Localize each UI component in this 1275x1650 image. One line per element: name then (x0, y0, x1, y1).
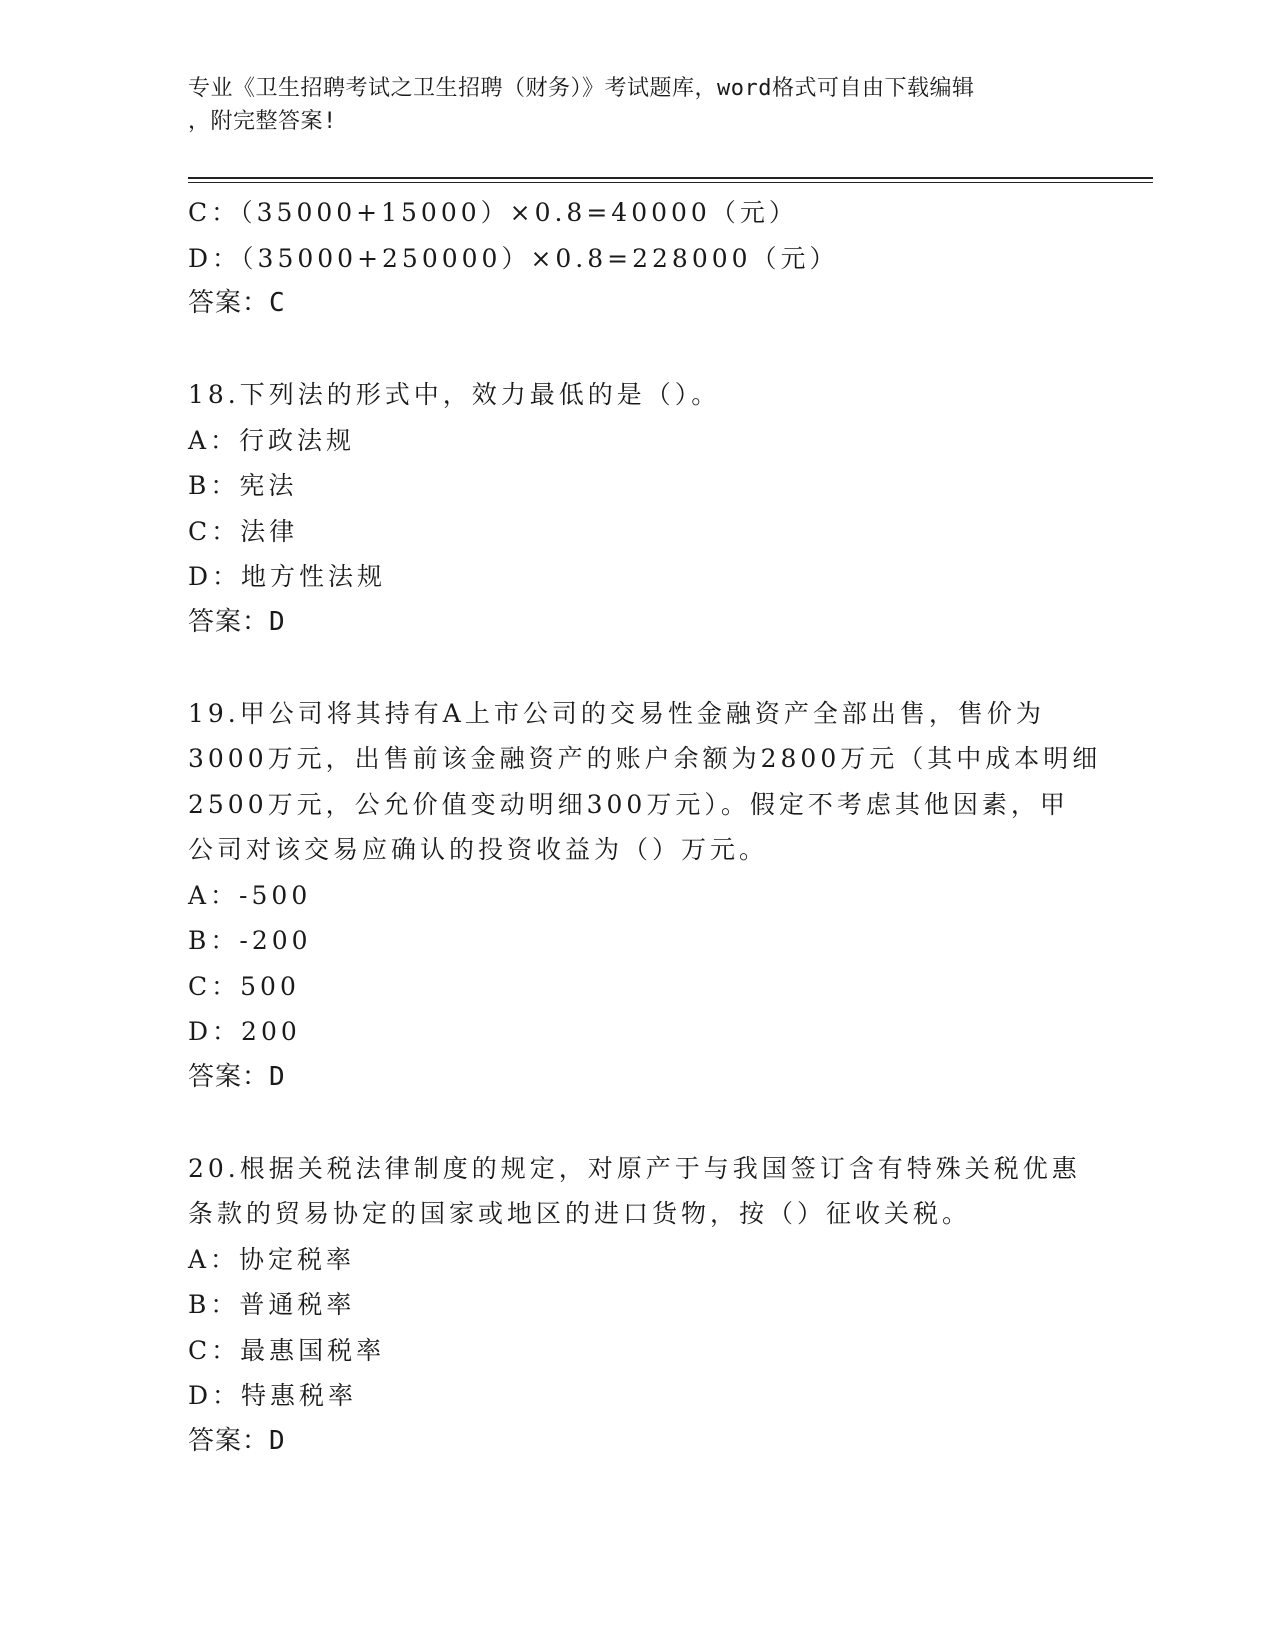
option-c: C：（35000+15000）×0.8=40000（元） (188, 198, 798, 227)
question-stem-line: 2500万元，公允价值变动明细300万元）。假定不考虑其他因素，甲 (188, 789, 1069, 819)
header-line-1: 专业《卫生招聘考试之卫生招聘（财务）》考试题库，word格式可自由下载编辑 (188, 76, 975, 101)
answer-line: 答案：D (188, 1425, 286, 1456)
option-a: A：行政法规 (188, 425, 356, 455)
question-stem-line: 20.根据关税法律制度的规定，对原产于与我国签订含有特殊关税优惠 (188, 1153, 1081, 1183)
question-19 (188, 691, 1108, 1101)
option-b: B：宪法 (188, 471, 298, 500)
option-a: A：-500 (188, 880, 312, 910)
option-c: C：法律 (188, 516, 299, 546)
answer-line: 答案：D (188, 606, 286, 637)
question-stem: 18.下列法的形式中，效力最低的是（）。 (188, 380, 721, 409)
question-stem-line: 3000万元，出售前该金融资产的账户余额为2800万元（其中成本明细 (188, 744, 1102, 773)
option-d: D：特惠税率 (188, 1381, 358, 1410)
spacer (188, 645, 1108, 691)
question-stem-line: 条款的贸易协定的国家或地区的进口货物，按（）征收关税。 (188, 1199, 972, 1228)
option-b: B：-200 (188, 926, 312, 955)
header-line-2: ，附完整答案! (188, 109, 337, 134)
answer-line: 答案：D (188, 1061, 286, 1092)
header-divider-thin (188, 182, 1153, 183)
question-list (188, 190, 1108, 1464)
page-header (188, 72, 1068, 138)
spacer (188, 327, 1108, 373)
option-d: D：地方性法规 (188, 562, 387, 591)
option-b: B：普通税率 (188, 1290, 356, 1319)
question-stem-line: 19.甲公司将其持有A上市公司的交易性金融资产全部出售，售价为 (188, 698, 1045, 728)
question-20 (188, 1146, 1108, 1465)
header-divider-thick (188, 177, 1153, 179)
option-d: D：200 (188, 1017, 301, 1046)
answer-line: 答案：C (188, 288, 286, 318)
option-a: A：协定税率 (188, 1244, 356, 1274)
option-c: C：最惠国税率 (188, 1335, 386, 1365)
question-stem-line: 公司对该交易应确认的投资收益为（）万元。 (188, 835, 769, 864)
question-18 (188, 372, 1108, 645)
option-c: C：500 (188, 971, 300, 1001)
spacer (188, 1100, 1108, 1146)
option-d: D：（35000+250000）×0.8=228000（元） (188, 243, 839, 273)
question-17-tail (188, 190, 1108, 327)
